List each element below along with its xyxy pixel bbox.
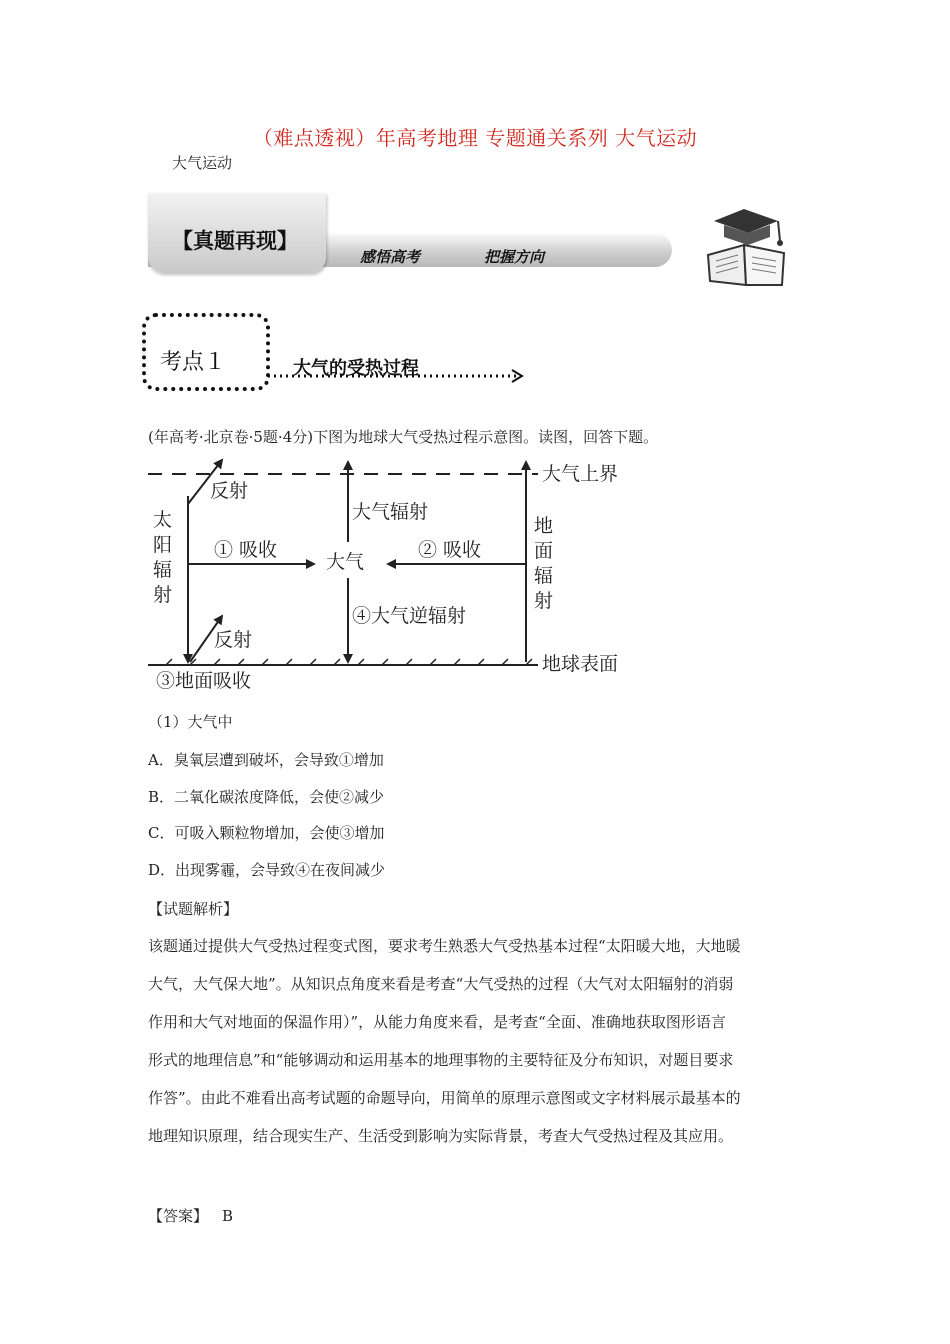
ground-absorb-label: ③地面吸收 — [156, 670, 252, 692]
option-c: C．可吸入颗粒物增加，会使③增加 — [148, 824, 385, 842]
upper-boundary-label: 大气上界 — [542, 463, 619, 485]
surface-label: 地球表面 — [542, 653, 619, 675]
analysis-line: 地理知识原理，结合现实生产、生活受到影响为实际背景，考查大气受热过程及其应用。 — [148, 1127, 734, 1145]
banner-tab — [148, 193, 326, 273]
option-d: D．出现雾霾，会导致④在夜间减少 — [148, 861, 386, 879]
analysis-heading: 【试题解析】 — [148, 900, 239, 918]
graduation-book-icon — [704, 199, 788, 289]
question-intro: (年高考·北京卷·5题·4分)下图为地球大气受热过程示意图。读图，回答下题。 — [148, 428, 659, 446]
document-title: （难点透视）年高考地理 专题通关系列 大气运动 — [252, 126, 698, 150]
key-point-title: 大气的受热过程 — [293, 358, 419, 379]
analysis-line: 作用和大气对地面的保温作用）”，从能力角度来看，是考查“全面、准确地获取图形语言 — [148, 1013, 726, 1031]
solar-radiation-char-1: 太 — [153, 509, 173, 531]
atmosphere-heating-diagram — [146, 456, 646, 692]
banner-label: 【真题再现】 — [172, 229, 298, 253]
atmosphere-radiation-label: 大气辐射 — [352, 501, 429, 523]
counter-radiation-label: ④大气逆辐射 — [352, 605, 467, 627]
answer-value: B — [222, 1207, 234, 1225]
solar-radiation-char-2: 阳 — [153, 534, 173, 556]
solar-radiation-char-3: 辐 — [153, 559, 173, 581]
banner-slogan-1: 感悟高考 — [360, 248, 421, 266]
ground-radiation-char-4: 射 — [534, 590, 554, 612]
option-b: B．二氧化碳浓度降低，会使②减少 — [148, 788, 385, 806]
option-a: A．臭氧层遭到破坏，会导致①增加 — [148, 751, 384, 769]
reflection-bottom-label: 反射 — [214, 629, 253, 651]
absorb-2-label: ② 吸收 — [418, 539, 482, 561]
ground-radiation-char-2: 面 — [534, 540, 554, 562]
key-point-label: 考点１ — [160, 350, 227, 375]
answer-label: 【答案】 — [148, 1207, 209, 1225]
document-subtitle: 大气运动 — [172, 154, 233, 172]
solar-radiation-char-4: 射 — [153, 584, 173, 606]
absorb-1-label: ① 吸收 — [214, 539, 278, 561]
section-banner — [148, 193, 788, 293]
answer-row — [148, 1205, 233, 1226]
analysis-line: 作答”。由此不难看出高考试题的命题导向，用简单的原理示意图或文字材料展示最基本的 — [148, 1089, 741, 1107]
atmosphere-label: 大气 — [326, 551, 365, 573]
question-stem: （1）大气中 — [148, 713, 233, 731]
ground-radiation-char-3: 辐 — [534, 565, 554, 587]
analysis-line: 该题通过提供大气受热过程变式图，要求考生熟悉大气受热基本过程“太阳暖大地，大地暖 — [148, 937, 741, 955]
reflection-top-label: 反射 — [210, 480, 249, 502]
analysis-line: 大气，大气保大地”。从知识点角度来看是考查“大气受热的过程（大气对太阳辐射的消弱 — [148, 975, 734, 993]
ground-radiation-char-1: 地 — [534, 515, 554, 537]
analysis-line: 形式的地理信息”和“能够调动和运用基本的地理事物的主要特征及分布知识，对题目要求 — [148, 1051, 734, 1069]
banner-slogan-2: 把握方向 — [484, 248, 545, 266]
